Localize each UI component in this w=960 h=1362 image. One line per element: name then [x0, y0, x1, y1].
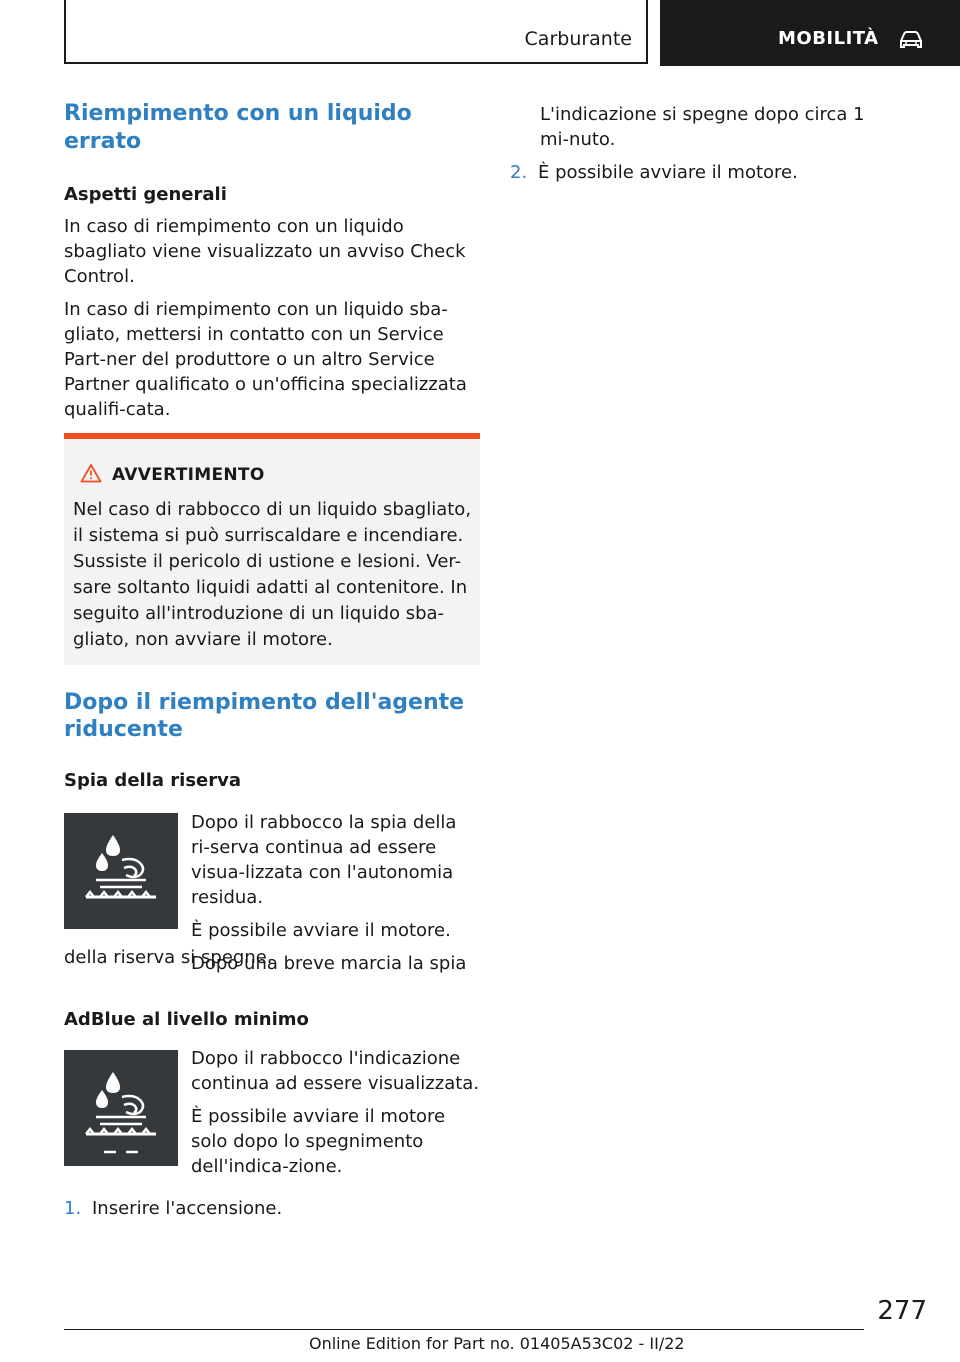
heading-wrong-liquid: Riempimento con un liquido errato	[64, 101, 412, 154]
car-icon	[898, 30, 924, 50]
list-item-step-2	[510, 160, 798, 185]
minimum-paragraph-1: Dopo il rabbocco l'indicazione continua ad essere visualizzata.	[191, 1048, 480, 1094]
warning-triangle-icon	[80, 463, 102, 483]
footer-edition: Online Edition for Part no. 01405A53C02 - II/22	[309, 1334, 685, 1353]
heading-general: Aspetti generali	[64, 184, 227, 205]
paragraph-service-partner: In caso di riempimento con un liquido sba-gliato, mettersi in contatto con un Service Part-ner del produttore o un altro Service Partner qualificato o un'officina specializzata qualifi-cata.	[64, 299, 467, 420]
step-1-number: 1.	[64, 1198, 82, 1219]
adblue-drop-minimum-icon	[64, 1050, 178, 1166]
minimum-paragraph-2: È possibile avviare il motore solo dopo lo spegnimento dell'indica-zione.	[191, 1106, 446, 1177]
reserve-indicator-icon	[64, 813, 178, 929]
header-section-box	[64, 0, 648, 64]
page-number: 277	[877, 1296, 927, 1326]
heading-after-filling: Dopo il riempimento dell'agente riducente	[64, 690, 465, 742]
adblue-minimum-indicator-icon	[64, 1050, 178, 1166]
heading-adblue-minimum: AdBlue al livello minimo	[64, 1009, 309, 1030]
warning-box	[64, 433, 480, 665]
adblue-drop-icon	[64, 813, 178, 929]
minimum-text-block	[191, 1046, 480, 1179]
warning-text: Nel caso di rabbocco di un liquido sbagliato, il sistema si può surriscaldare e incendiare. Sussiste il pericolo di ustione e lesioni. Ver-sare soltanto liquidi adatti al contenitore. In seguito all'introduzione di un liquido sba-gliato, non avviare il motore.	[73, 499, 472, 650]
reserve-paragraph-3b: della riserva si spegne.	[64, 947, 273, 968]
step-1-text: Inserire l'accensione.	[92, 1198, 283, 1219]
step-2-number: 2.	[510, 162, 528, 183]
left-column	[64, 100, 480, 470]
header-chapter-box	[660, 0, 960, 66]
step-2-text: È possibile avviare il motore.	[538, 162, 798, 183]
list-item-step-1	[64, 1196, 282, 1221]
right-continuation-text: L'indicazione si spegne dopo circa 1 mi-nuto.	[540, 104, 865, 150]
reserve-paragraph-3a: Dopo una breve marcia la spia	[191, 953, 467, 974]
footer-divider	[64, 1329, 864, 1330]
header-section-title: Carburante	[524, 28, 632, 50]
heading-reserve-light: Spia della riserva	[64, 770, 242, 791]
header-chapter-title: MOBILITÀ	[778, 28, 879, 49]
paragraph-check-control: In caso di riempimento con un liquido sbagliato viene visualizzato un avviso Check Control.	[64, 216, 466, 287]
warning-title: AVVERTIMENTO	[112, 465, 265, 485]
reserve-paragraph-1: Dopo il rabbocco la spia della ri-serva continua ad essere visua-lizzata con l'autonomia residua.	[191, 812, 457, 908]
reserve-paragraph-2: È possibile avviare il motore.	[191, 920, 451, 941]
